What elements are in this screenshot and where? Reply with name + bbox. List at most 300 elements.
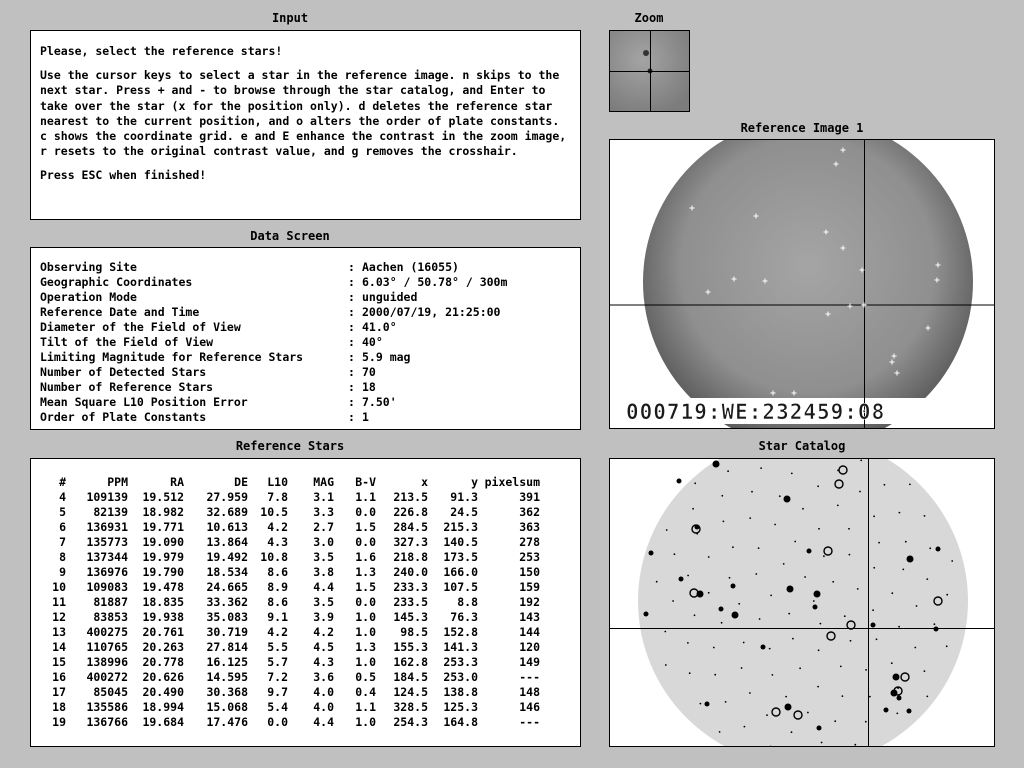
table-cell: 3.5 — [313, 550, 334, 564]
table-cell: 17.476 — [206, 715, 248, 729]
table-cell: 76.3 — [450, 610, 478, 624]
table-row[interactable] — [46, 640, 540, 655]
catalog-faint-star — [837, 470, 839, 472]
catalog-faint-star — [723, 521, 725, 523]
data-row-label: Number of Reference Stars — [40, 380, 214, 394]
table-cell: 20.263 — [142, 640, 184, 654]
table-cell: 2.7 — [313, 520, 334, 534]
table-cell: 400275 — [86, 625, 128, 639]
table-row[interactable] — [46, 490, 540, 505]
table-cell: --- — [519, 715, 540, 729]
table-cell: 10.8 — [260, 550, 288, 564]
reference-stars-panel[interactable] — [30, 458, 581, 747]
catalog-faint-star — [807, 712, 809, 714]
catalog-faint-star — [732, 546, 734, 548]
catalog-star-dot — [731, 584, 736, 589]
catalog-faint-star — [820, 623, 822, 625]
catalog-faint-star — [902, 569, 904, 571]
catalog-faint-star — [897, 687, 899, 689]
input-instructions: Use the cursor keys to select a star in the reference image. n skips to the next star. Press + and - to browse through the star catalog, and Enter to take over the star (x for the position only). d deletes the reference star nearest to the current position, and o alters the order of plate constants. c shows the coordinate grid. e and E enhance the contrast in the zoom image, r resets to the original contrast value, and g removes the crosshair. — [40, 68, 567, 159]
table-cell: 8.9 — [267, 580, 288, 594]
table-row[interactable] — [46, 625, 540, 640]
catalog-faint-star — [772, 674, 774, 676]
data-row-label: Geographic Coordinates — [40, 275, 193, 289]
data-row — [40, 320, 571, 335]
catalog-star-dot — [785, 704, 792, 711]
table-row[interactable] — [46, 505, 540, 520]
table-cell: 35.083 — [206, 610, 248, 624]
catalog-faint-star — [744, 726, 746, 728]
table-cell: 136766 — [86, 715, 128, 729]
catalog-star-dot — [677, 479, 682, 484]
table-cell: 15.068 — [206, 700, 248, 714]
sky-plate-photo — [643, 140, 973, 429]
catalog-faint-star — [929, 547, 931, 549]
catalog-faint-star — [714, 674, 716, 676]
catalog-faint-star — [823, 555, 825, 557]
catalog-faint-star — [916, 605, 918, 607]
catalog-faint-star — [770, 595, 772, 597]
table-cell: 19 — [52, 715, 66, 729]
data-screen-title: Data Screen — [250, 229, 330, 243]
data-row-value: 6.03° / 50.78° / 300m — [362, 275, 508, 289]
table-row[interactable] — [46, 685, 540, 700]
data-row — [40, 335, 571, 350]
catalog-faint-star — [842, 695, 844, 697]
catalog-faint-star — [898, 626, 900, 628]
table-cell: 8.6 — [267, 565, 288, 579]
catalog-star-dot — [907, 556, 914, 563]
catalog-faint-star — [743, 642, 745, 644]
input-title: Input — [271, 11, 309, 25]
table-cell: 4.4 — [313, 715, 334, 729]
catalog-star-dot — [817, 726, 822, 731]
table-cell: 138.8 — [443, 685, 478, 699]
table-cell: 164.8 — [443, 715, 478, 729]
data-row-separator: : — [348, 335, 355, 349]
catalog-faint-star — [891, 592, 893, 594]
catalog-faint-star — [783, 563, 785, 565]
table-cell: 1.3 — [355, 565, 376, 579]
catalog-faint-star — [645, 614, 647, 616]
table-cell: 3.8 — [313, 565, 334, 579]
catalog-faint-star — [832, 581, 834, 583]
table-row[interactable] — [46, 520, 540, 535]
table-cell: 27.959 — [206, 490, 248, 504]
data-row-value: 7.50' — [362, 395, 397, 409]
table-cell: 1.5 — [355, 520, 376, 534]
catalog-star-dot — [713, 461, 720, 468]
catalog-star-dot — [649, 551, 654, 556]
catalog-faint-star — [788, 613, 790, 615]
input-panel — [30, 30, 581, 220]
table-cell: 362 — [519, 505, 540, 519]
catalog-faint-star — [713, 647, 715, 649]
catalog-faint-star — [884, 484, 886, 486]
catalog-faint-star — [738, 603, 740, 605]
table-cell: 152.8 — [443, 625, 478, 639]
table-cell: 16 — [52, 670, 66, 684]
column-header: # — [59, 475, 66, 489]
catalog-star-dot — [814, 591, 821, 598]
table-cell: 19.478 — [142, 580, 184, 594]
catalog-faint-star — [799, 667, 801, 669]
reference-stars-table[interactable] — [46, 475, 540, 730]
table-cell: 13 — [52, 625, 66, 639]
data-row-separator: : — [348, 410, 355, 424]
catalog-faint-star — [914, 647, 916, 649]
catalog-faint-star — [792, 638, 794, 640]
catalog-faint-star — [664, 631, 666, 633]
data-row-separator: : — [348, 290, 355, 304]
catalog-star-dot — [807, 549, 812, 554]
catalog-faint-star — [876, 638, 878, 640]
table-cell: 400272 — [86, 670, 128, 684]
table-cell: 328.5 — [393, 700, 428, 714]
data-row — [40, 275, 571, 290]
zoom-image — [609, 30, 690, 112]
catalog-star-dot — [893, 674, 900, 681]
data-row-label: Tilt of the Field of View — [40, 335, 214, 349]
table-cell: 17 — [52, 685, 66, 699]
data-row — [40, 305, 571, 320]
table-row[interactable] — [46, 580, 540, 595]
table-cell: 18 — [52, 700, 66, 714]
table-cell: 240.0 — [393, 565, 428, 579]
catalog-faint-star — [850, 640, 852, 642]
table-cell: 24.665 — [206, 580, 248, 594]
catalog-faint-star — [791, 731, 793, 733]
table-cell: 7.8 — [267, 490, 288, 504]
catalog-faint-star — [857, 588, 859, 590]
table-cell: 14.595 — [206, 670, 248, 684]
table-cell: 253 — [519, 550, 540, 564]
catalog-faint-star — [924, 515, 926, 517]
catalog-star-dot — [761, 645, 766, 650]
catalog-faint-star — [766, 714, 768, 716]
column-header: RA — [170, 475, 184, 489]
column-header: x — [421, 475, 428, 489]
catalog-faint-star — [840, 666, 842, 668]
catalog-faint-star — [656, 581, 658, 583]
table-row[interactable] — [46, 670, 540, 685]
column-header: MAG — [313, 475, 334, 489]
catalog-star-dot — [871, 623, 876, 628]
data-row-separator: : — [348, 320, 355, 334]
catalog-faint-star — [751, 491, 753, 493]
catalog-faint-star — [848, 528, 850, 530]
table-cell: 82139 — [93, 505, 128, 519]
catalog-faint-star — [692, 508, 694, 510]
data-row-label: Operation Mode — [40, 290, 137, 304]
table-cell: 10 — [52, 580, 66, 594]
table-cell: 4.2 — [267, 625, 288, 639]
catalog-star-dot — [884, 708, 889, 713]
table-cell: 20.778 — [142, 655, 184, 669]
catalog-faint-star — [696, 533, 698, 535]
data-row-separator: : — [348, 365, 355, 379]
table-cell: 253.3 — [443, 655, 478, 669]
table-cell: 30.368 — [206, 685, 248, 699]
catalog-field-circle — [638, 459, 968, 747]
table-row[interactable] — [46, 565, 540, 580]
table-row[interactable] — [46, 700, 540, 715]
table-cell: 32.689 — [206, 505, 248, 519]
catalog-faint-star — [926, 578, 928, 580]
table-cell: 1.0 — [355, 715, 376, 729]
table-cell: 150 — [519, 565, 540, 579]
table-cell: 16.125 — [206, 655, 248, 669]
catalog-faint-star — [802, 508, 804, 510]
table-cell: 215.3 — [443, 520, 478, 534]
table-cell: 3.1 — [313, 490, 334, 504]
catalog-star-dot — [732, 612, 739, 619]
table-cell: 4.4 — [313, 580, 334, 594]
data-row — [40, 290, 571, 305]
catalog-faint-star — [873, 567, 875, 569]
table-cell: 278 — [519, 535, 540, 549]
table-cell: 27.814 — [206, 640, 248, 654]
table-cell: 226.8 — [393, 505, 428, 519]
table-cell: 146 — [519, 700, 540, 714]
table-cell: 120 — [519, 640, 540, 654]
table-cell: 30.719 — [206, 625, 248, 639]
table-cell: 4.2 — [313, 625, 334, 639]
catalog-faint-star — [687, 575, 689, 577]
catalog-faint-star — [854, 744, 856, 746]
table-cell: 9.1 — [267, 610, 288, 624]
data-row-separator: : — [348, 260, 355, 274]
catalog-faint-star — [821, 742, 823, 744]
table-cell: 4.5 — [313, 640, 334, 654]
catalog-faint-star — [721, 622, 723, 624]
table-cell: 136931 — [86, 520, 128, 534]
table-cell: 363 — [519, 520, 540, 534]
table-cell: 192 — [519, 595, 540, 609]
data-row-value: Aachen (16055) — [362, 260, 459, 274]
catalog-star-dot — [813, 605, 818, 610]
table-cell: 1.6 — [355, 550, 376, 564]
data-row — [40, 365, 571, 380]
catalog-faint-star — [849, 554, 851, 556]
table-cell: 85045 — [93, 685, 128, 699]
table-row[interactable] — [46, 595, 540, 610]
table-cell: 18.534 — [206, 565, 248, 579]
table-cell: 10.5 — [260, 505, 288, 519]
table-cell: 5.7 — [267, 655, 288, 669]
catalog-faint-star — [946, 645, 948, 647]
table-cell: 107.5 — [443, 580, 478, 594]
table-cell: 110765 — [86, 640, 128, 654]
table-cell: 7.2 — [267, 670, 288, 684]
table-cell: 19.979 — [142, 550, 184, 564]
data-row-label: Number of Detected Stars — [40, 365, 207, 379]
catalog-faint-star — [859, 491, 861, 493]
table-row[interactable] — [46, 655, 540, 670]
data-row-label: Order of Plate Constants — [40, 410, 207, 424]
table-cell: 0.0 — [355, 535, 376, 549]
table-cell: 162.8 — [393, 655, 428, 669]
data-row-value: 5.9 mag — [362, 350, 411, 364]
table-cell: 91.3 — [450, 490, 478, 504]
table-cell: 10.613 — [206, 520, 248, 534]
table-cell: 144 — [519, 625, 540, 639]
table-cell: 0.4 — [355, 685, 376, 699]
table-cell: 19.790 — [142, 565, 184, 579]
data-row-value: 70 — [362, 365, 376, 379]
data-screen-panel — [30, 247, 581, 430]
table-row[interactable] — [46, 535, 540, 550]
data-row-value: 18 — [362, 380, 376, 394]
data-row-value: 40° — [362, 335, 383, 349]
zoom-title: Zoom — [634, 11, 664, 25]
catalog-faint-star — [725, 701, 727, 703]
catalog-faint-star — [694, 614, 696, 616]
data-row-separator: : — [348, 350, 355, 364]
table-cell: 20.626 — [142, 670, 184, 684]
table-cell: 3.6 — [313, 670, 334, 684]
star-catalog-canvas — [610, 459, 995, 747]
table-cell: 233.3 — [393, 580, 428, 594]
table-cell: 253.0 — [443, 670, 478, 684]
table-cell: 1.3 — [355, 640, 376, 654]
table-cell: 109139 — [86, 490, 128, 504]
table-cell: 15 — [52, 655, 66, 669]
table-cell: 136976 — [86, 565, 128, 579]
table-cell: 0.5 — [355, 670, 376, 684]
table-cell: 18.835 — [142, 595, 184, 609]
column-header: L10 — [267, 475, 288, 489]
table-row[interactable] — [46, 550, 540, 565]
reference-image-canvas — [610, 140, 995, 429]
table-cell: 9.7 — [267, 685, 288, 699]
data-row — [40, 395, 571, 410]
catalog-faint-star — [818, 649, 820, 651]
table-cell: 20.761 — [142, 625, 184, 639]
data-row-separator: : — [348, 380, 355, 394]
catalog-faint-star — [891, 662, 893, 664]
data-row-value: 41.0° — [362, 320, 397, 334]
table-cell: 8.6 — [267, 595, 288, 609]
table-cell: 166.0 — [443, 565, 478, 579]
catalog-faint-star — [873, 515, 875, 517]
catalog-faint-star — [860, 460, 862, 462]
catalog-faint-star — [804, 576, 806, 578]
table-cell: 254.3 — [393, 715, 428, 729]
table-cell: 8.8 — [457, 595, 478, 609]
catalog-faint-star — [700, 703, 702, 705]
table-cell: 0.0 — [267, 715, 288, 729]
table-cell: 19.512 — [142, 490, 184, 504]
catalog-star-dot — [936, 547, 941, 552]
table-cell: 81887 — [93, 595, 128, 609]
table-cell: 184.5 — [393, 670, 428, 684]
table-cell: 20.490 — [142, 685, 184, 699]
catalog-star-dot — [897, 696, 902, 701]
catalog-faint-star — [687, 642, 689, 644]
table-cell: 19.771 — [142, 520, 184, 534]
table-cell: 135586 — [86, 700, 128, 714]
catalog-faint-star — [872, 609, 874, 611]
data-row-label: Reference Date and Time — [40, 305, 200, 319]
zoom-star-icon — [643, 50, 649, 56]
zoom-crosshair — [610, 31, 690, 112]
data-row — [40, 350, 571, 365]
table-cell: 137344 — [86, 550, 128, 564]
table-cell: 19.938 — [142, 610, 184, 624]
catalog-faint-star — [666, 529, 668, 531]
table-cell: 19.492 — [206, 550, 248, 564]
column-header: pixelsum — [484, 475, 540, 489]
data-row-label: Limiting Magnitude for Reference Stars — [40, 350, 304, 364]
table-row[interactable] — [46, 610, 540, 625]
data-row-label: Mean Square L10 Position Error — [40, 395, 248, 409]
catalog-faint-star — [865, 669, 867, 671]
table-cell: 8 — [59, 550, 66, 564]
table-cell: 3.9 — [313, 610, 334, 624]
reference-stars-title: Reference Stars — [235, 439, 345, 453]
table-cell: 1.1 — [355, 490, 376, 504]
table-cell: 5.5 — [267, 640, 288, 654]
catalog-faint-star — [926, 696, 928, 698]
table-cell: 109083 — [86, 580, 128, 594]
catalog-faint-star — [869, 696, 871, 698]
table-cell: 4.3 — [267, 535, 288, 549]
column-header: y — [471, 475, 478, 489]
table-cell: 284.5 — [393, 520, 428, 534]
catalog-star-dot — [784, 496, 791, 503]
catalog-faint-star — [774, 524, 776, 526]
table-cell: 11 — [52, 595, 66, 609]
table-cell: 7 — [59, 535, 66, 549]
data-row-separator: : — [348, 395, 355, 409]
catalog-faint-star — [755, 573, 757, 575]
catalog-faint-star — [721, 495, 723, 497]
column-header: DE — [234, 475, 248, 489]
star-catalog[interactable] — [609, 458, 995, 747]
table-cell: 173.5 — [443, 550, 478, 564]
catalog-faint-star — [818, 528, 820, 530]
column-header: B-V — [355, 475, 376, 489]
table-cell: 12 — [52, 610, 66, 624]
table-cell: 159 — [519, 580, 540, 594]
catalog-faint-star — [837, 505, 839, 507]
catalog-faint-star — [905, 541, 907, 543]
table-cell: 138996 — [86, 655, 128, 669]
catalog-faint-star — [785, 696, 787, 698]
table-cell: 24.5 — [450, 505, 478, 519]
column-header: PPM — [107, 475, 128, 489]
reference-image[interactable] — [609, 139, 995, 429]
catalog-faint-star — [899, 512, 901, 514]
data-row-label: Observing Site — [40, 260, 137, 274]
table-cell: 19.684 — [142, 715, 184, 729]
table-cell: 3.3 — [313, 505, 334, 519]
catalog-faint-star — [817, 686, 819, 688]
catalog-faint-star — [758, 547, 760, 549]
catalog-faint-star — [694, 482, 696, 484]
catalog-faint-star — [817, 485, 819, 487]
catalog-faint-star — [946, 594, 948, 596]
catalog-star-dot — [679, 577, 684, 582]
table-cell: 1.1 — [355, 700, 376, 714]
table-cell: --- — [519, 670, 540, 684]
table-row[interactable] — [46, 715, 540, 730]
catalog-faint-star — [769, 648, 771, 650]
catalog-faint-star — [834, 720, 836, 722]
table-cell: 1.0 — [355, 610, 376, 624]
catalog-faint-star — [689, 672, 691, 674]
